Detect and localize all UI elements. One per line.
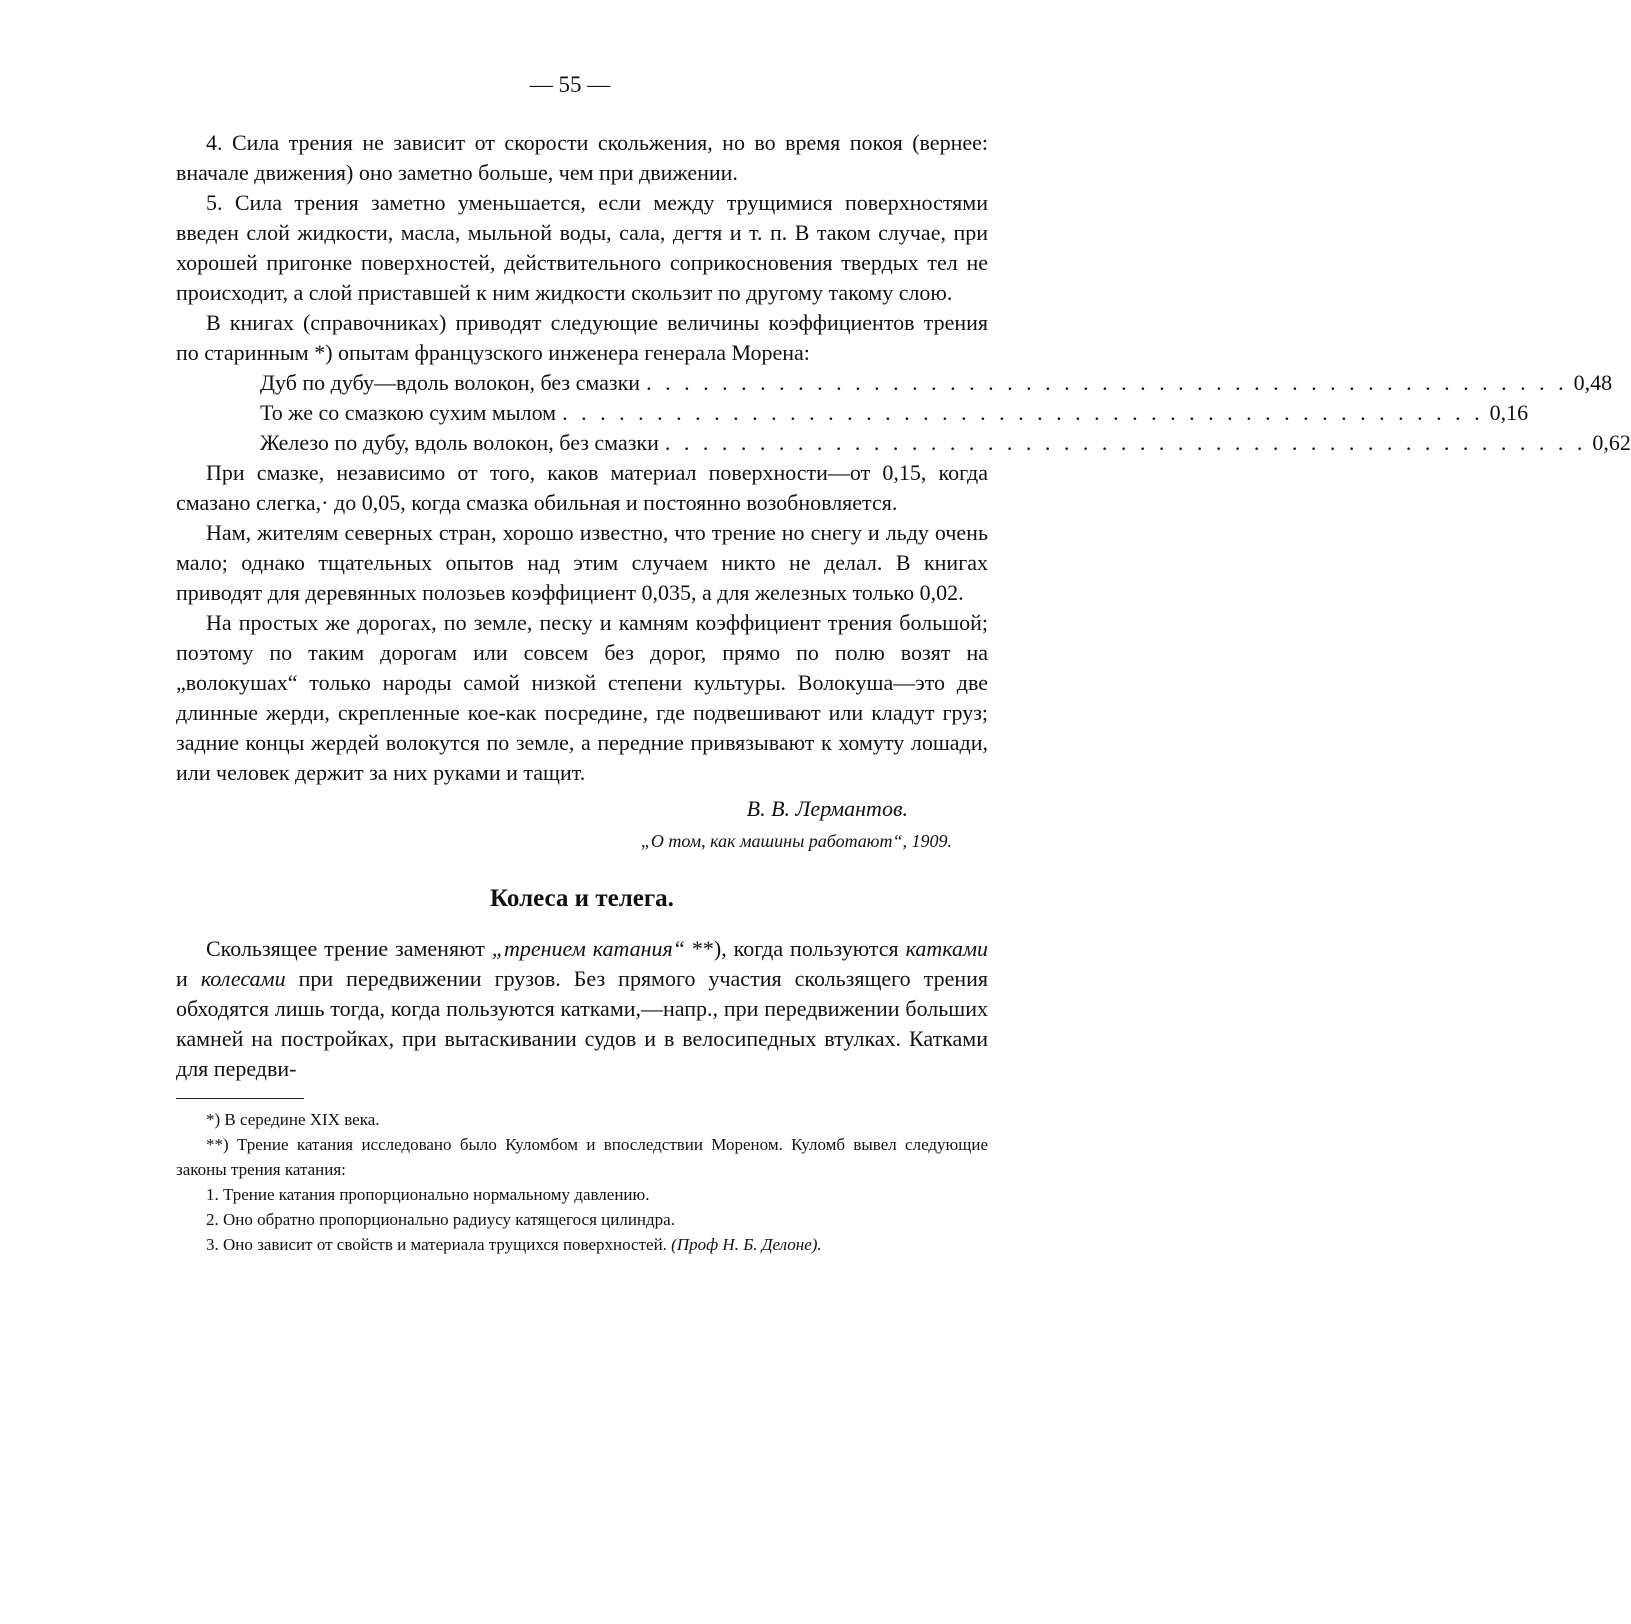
page-body bbox=[176, 128, 1631, 1257]
footnote bbox=[176, 1107, 988, 1132]
footnote-law bbox=[176, 1232, 988, 1257]
term-italic: колесами bbox=[200, 966, 286, 991]
table-row bbox=[260, 368, 1613, 398]
footnote-marker: **) bbox=[206, 1135, 229, 1154]
source-citation: „О том, как машины работают“, 1909. bbox=[640, 831, 952, 851]
table-row bbox=[260, 398, 1529, 428]
row-value: 0,48 bbox=[1573, 370, 1613, 395]
text-run: 3. Оно зависит от свойств и материала трущихся поверхностей. bbox=[206, 1235, 672, 1254]
paragraph: В книгах (справочниках) приводят следующие величины коэффициентов трения по старинным *) опытам французского инженера генерала Морена: bbox=[176, 310, 988, 365]
footnote-text: В середине XIX века. bbox=[220, 1110, 380, 1129]
text-run: и bbox=[176, 966, 201, 991]
footnote-text: Трение катания исследовано было Куломбом и впоследствии Мореном. Куломб вывел следующие законы трения катания: bbox=[176, 1135, 988, 1179]
paragraph: На простых же дорогах, по земле, песку и камням коэффициент трения большой; поэтому по таким дорогам или совсем без дорог, прямо по полю возят на „волокушах“ только народы самой низкой степени культуры. Волокуша—это две длинные жерди, скрепленные кое-как посредине, где подвешивают или кладут груз; задние концы жердей волокутся по земле, а передние привязывают к хомуту лошади, или человек держит за них руками и тащит. bbox=[176, 610, 988, 785]
footnote-divider bbox=[176, 1098, 304, 1099]
friction-coefficients-table bbox=[260, 368, 1631, 458]
section-heading: Колеса и телега. bbox=[490, 885, 674, 912]
leader-dots: . . . . . . . . . . . . . . . . . . . . . . . . . . . . . . . . . . . . . . . . . . . . . . . . . bbox=[562, 400, 1484, 425]
term-italic: катками bbox=[905, 936, 988, 961]
paragraph: 5. Сила трения заметно уменьшается, если между трущимися поверхностями введен слой жидкости, масла, мыльной воды, сала, дегтя и т. п. В таком случае, при хорошей пригонке поверхностей, действительного соприкосновения твердых тел не происходит, а слой приставшей к ним жидкости скользит по другому такому слою. bbox=[176, 190, 988, 305]
row-label: Дуб по дубу—вдоль волокон, без смазки bbox=[260, 370, 641, 395]
row-label: Железо по дубу, вдоль волокон, без смазки bbox=[260, 430, 659, 455]
footnote-law: 2. Оно обратно пропорционально радиусу катящегося цилиндра. bbox=[206, 1210, 675, 1229]
paragraph: При смазке, независимо от того, каков материал поверхности—от 0,15, когда смазано слегка,· до 0,05, когда смазка обильная и постоянно возобновляется. bbox=[176, 460, 988, 515]
footnote bbox=[176, 1132, 988, 1182]
row-value: 0,16 bbox=[1489, 400, 1529, 425]
row-value: 0,62 bbox=[1592, 430, 1631, 455]
footnote-law: 1. Трение катания пропорционально нормальному давлению. bbox=[206, 1185, 650, 1204]
row-label: То же со смазкою сухим мылом bbox=[260, 400, 557, 425]
text-run: при передвижении грузов. Без прямого участия скользящего трения обходятся лишь тогда, когда пользуются катками,—напр., при передвижении больших камней на постройках, при вытаскивании судов и в велосипедных втулках. Катками для передви- bbox=[176, 966, 989, 1081]
table-row bbox=[260, 428, 1631, 458]
term-italic: „трением катания“ bbox=[491, 936, 685, 961]
paragraph: 4. Сила трения не зависит от скорости скольжения, но во время покоя (вернее: вначале движения) оно заметно больше, чем при движении. bbox=[176, 130, 988, 185]
text-run: **), когда пользуются bbox=[685, 936, 906, 961]
page-number: — 55 — bbox=[529, 72, 611, 97]
leader-dots: . . . . . . . . . . . . . . . . . . . . . . . . . . . . . . . . . . . . . . . . . . . . . . . . . bbox=[664, 430, 1587, 455]
footnote-marker: *) bbox=[206, 1110, 221, 1129]
author-name: В. В. Лермантов. bbox=[746, 796, 908, 821]
leader-dots: . . . . . . . . . . . . . . . . . . . . . . . . . . . . . . . . . . . . . . . . . . . . . . . . . bbox=[646, 370, 1568, 395]
citation-italic: (Проф Н. Б. Делоне). bbox=[671, 1235, 822, 1254]
paragraph bbox=[176, 934, 988, 1084]
footnotes bbox=[176, 1107, 988, 1257]
text-run: Скользящее трение заменяют bbox=[206, 936, 492, 961]
paragraph: Нам, жителям северных стран, хорошо известно, что трение но снегу и льду очень мало; однако тщательных опытов над этим случаем никто не делал. В книгах приводят для деревянных полозьев коэффициент 0,035, а для железных только 0,02. bbox=[176, 520, 988, 605]
